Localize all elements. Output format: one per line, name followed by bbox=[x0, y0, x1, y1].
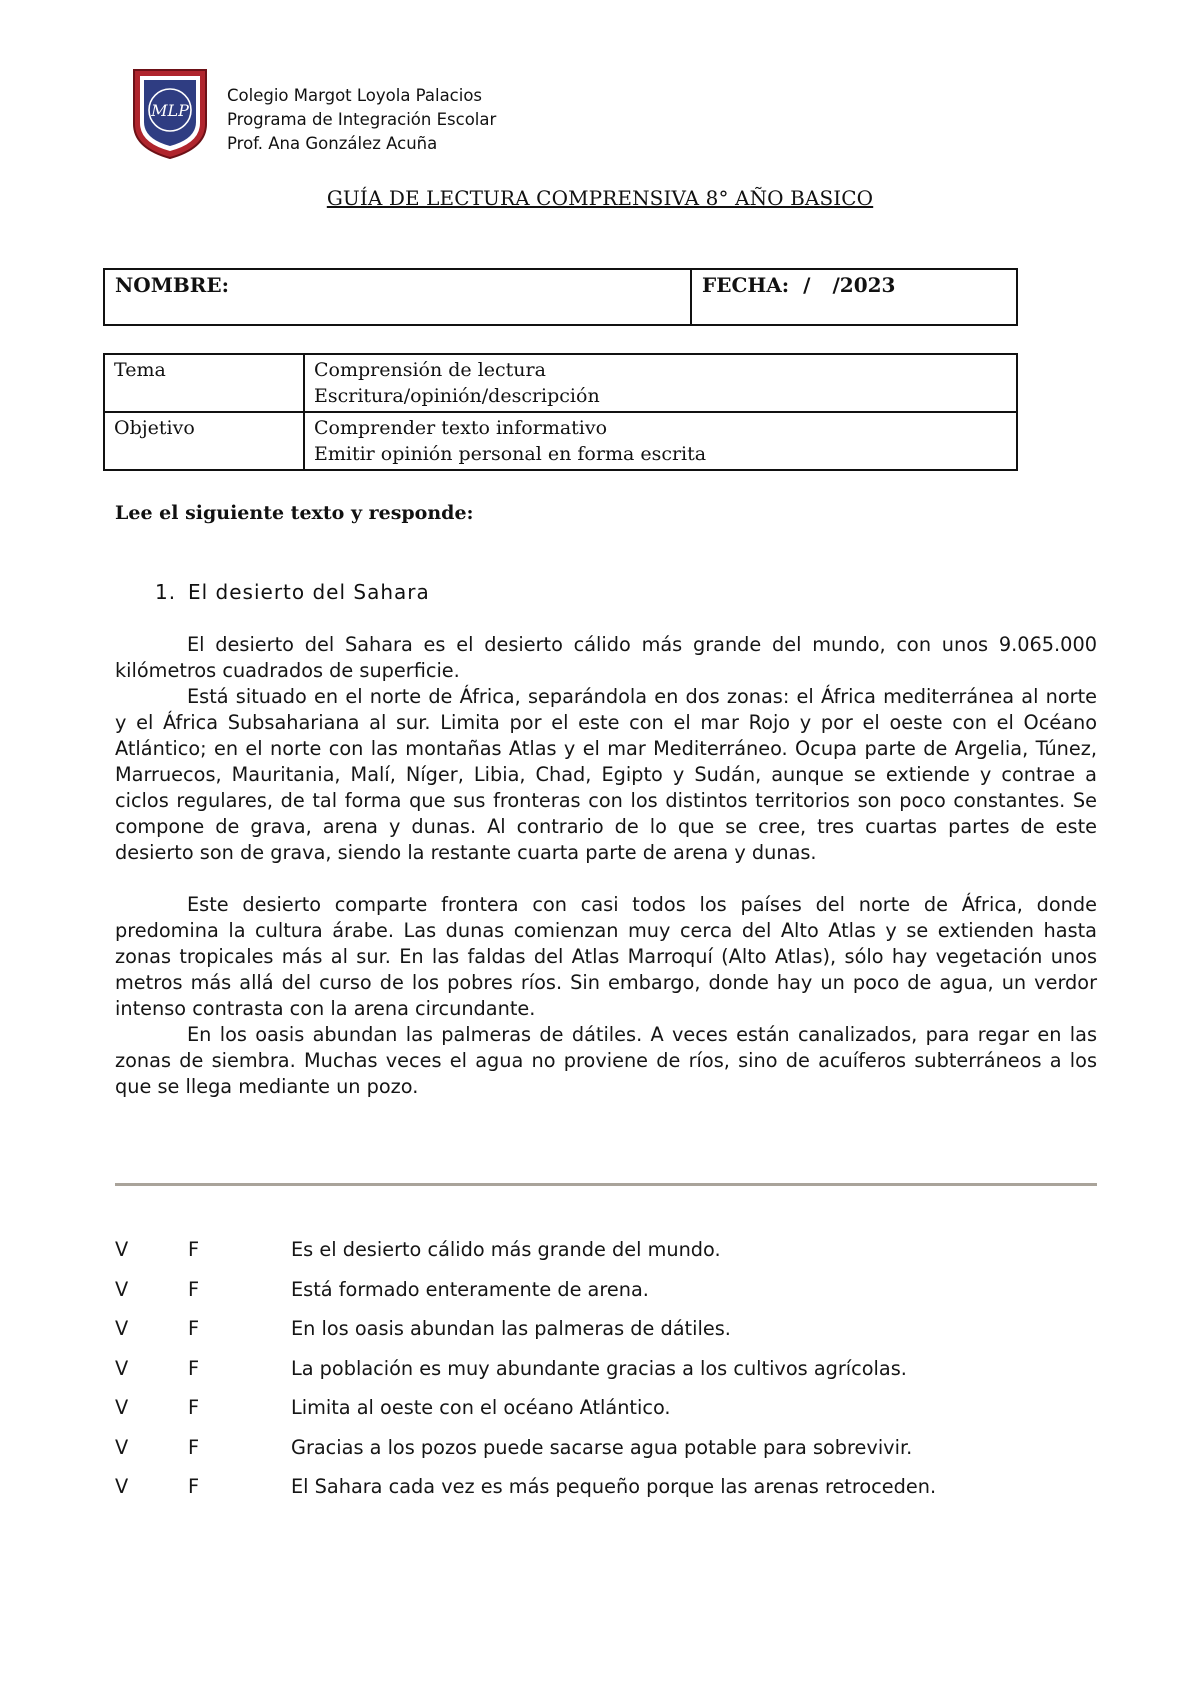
statement: La población es muy abundante gracias a los cultivos agrícolas. bbox=[291, 1356, 907, 1380]
date-cell[interactable] bbox=[692, 270, 1016, 324]
table-row bbox=[104, 412, 1017, 470]
true-option[interactable]: V bbox=[115, 1435, 129, 1459]
reading-text bbox=[115, 632, 1097, 1100]
true-false-list bbox=[115, 1238, 1100, 1515]
date-label: FECHA: bbox=[702, 273, 790, 297]
row-content bbox=[304, 412, 1017, 470]
section-number: 1. bbox=[155, 580, 177, 604]
list-item bbox=[115, 1396, 1100, 1436]
section-heading bbox=[155, 580, 430, 604]
true-option[interactable]: V bbox=[115, 1238, 129, 1261]
school-name: Colegio Margot Loyola Palacios bbox=[227, 86, 483, 105]
row-label: Tema bbox=[104, 354, 304, 412]
list-item bbox=[115, 1238, 1100, 1278]
statement: Gracias a los pozos puede sacarse agua potable para sobrevivir. bbox=[291, 1435, 913, 1459]
row-line: Escritura/opinión/descripción bbox=[314, 385, 600, 407]
instruction: Lee el siguiente texto y responde: bbox=[115, 502, 474, 524]
true-option[interactable]: V bbox=[115, 1356, 129, 1380]
list-item bbox=[115, 1475, 1100, 1515]
table-row bbox=[104, 354, 1017, 412]
teacher-name: Prof. Ana González Acuña bbox=[227, 134, 438, 153]
false-option[interactable]: F bbox=[188, 1277, 200, 1301]
row-label: Objetivo bbox=[104, 412, 304, 470]
row-content bbox=[304, 354, 1017, 412]
false-option[interactable]: F bbox=[188, 1238, 200, 1261]
school-info bbox=[227, 84, 496, 156]
paragraph: El desierto del Sahara es el desierto cálido más grande del mundo, con unos 9.065.000 kilómetros cuadrados de superficie. bbox=[115, 633, 1097, 682]
date-slash: / bbox=[803, 273, 811, 297]
list-item bbox=[115, 1436, 1100, 1476]
false-option[interactable]: F bbox=[188, 1356, 200, 1380]
student-info-table bbox=[103, 268, 1018, 326]
svg-text:MLP: MLP bbox=[151, 101, 189, 120]
topic-objective-table bbox=[103, 353, 1018, 471]
false-option[interactable]: F bbox=[188, 1396, 200, 1419]
statement: En los oasis abundan las palmeras de dátiles. bbox=[291, 1317, 731, 1340]
row-line: Comprender texto informativo bbox=[314, 417, 608, 439]
paragraph: Está situado en el norte de África, separándola en dos zonas: el África mediterránea al norte y el África Subsahariana al sur. Limita por el este con el mar Rojo y por el oeste con el Océano Atlántico; en el norte con las montañas Atlas y el mar Mediterráneo. Ocupa parte de Argelia, Túnez, Marruecos, Mauritania, Malí, Níger, Libia, Chad, Egipto y Sudán, aunque se extiende y contrae a ciclos regulares, de tal forma que sus fronteras con los distintos territorios son poco constantes. Se compone de grava, arena y dunas. Al contrario de lo que se cree, tres cuartas partes de este desierto son de grava, siendo la restante cuarta parte de arena y dunas. bbox=[115, 685, 1097, 864]
false-option[interactable]: F bbox=[188, 1475, 200, 1498]
statement: Es el desierto cálido más grande del mundo. bbox=[291, 1238, 721, 1261]
row-line: Comprensión de lectura bbox=[314, 359, 546, 381]
name-cell[interactable] bbox=[105, 270, 692, 324]
page-title: GUÍA DE LECTURA COMPRENSIVA 8° AÑO BASICO bbox=[326, 186, 874, 210]
false-option[interactable]: F bbox=[188, 1317, 200, 1340]
row-line: Emitir opinión personal en forma escrita bbox=[314, 443, 707, 465]
program-name: Programa de Integración Escolar bbox=[227, 110, 497, 129]
true-option[interactable]: V bbox=[115, 1277, 129, 1301]
list-item bbox=[115, 1317, 1100, 1357]
name-label: NOMBRE: bbox=[115, 273, 229, 297]
statement: Limita al oeste con el océano Atlántico. bbox=[291, 1396, 671, 1419]
divider bbox=[115, 1183, 1097, 1186]
statement: Está formado enteramente de arena. bbox=[291, 1277, 649, 1301]
statement: El Sahara cada vez es más pequeño porque las arenas retroceden. bbox=[291, 1475, 937, 1498]
section-title: El desierto del Sahara bbox=[188, 580, 430, 604]
true-option[interactable]: V bbox=[115, 1317, 129, 1340]
school-logo bbox=[130, 66, 210, 160]
list-item bbox=[115, 1357, 1100, 1397]
paragraph: Este desierto comparte frontera con casi todos los países del norte de África, donde predomina la cultura árabe. Las dunas comienzan muy cerca del Alto Atlas y se extienden hasta zonas tropicales más al sur. En las faldas del Atlas Marroquí (Alto Atlas), sólo hay vegetación unos metros más allá del curso de los pobres ríos. Sin embargo, donde hay un poco de agua, un verdor intenso contrasta con la arena circundante. bbox=[115, 893, 1097, 1020]
list-item bbox=[115, 1278, 1100, 1318]
true-option[interactable]: V bbox=[115, 1475, 129, 1498]
true-option[interactable]: V bbox=[115, 1396, 129, 1419]
false-option[interactable]: F bbox=[188, 1435, 200, 1459]
date-year: /2023 bbox=[832, 273, 896, 297]
paragraph: En los oasis abundan las palmeras de dátiles. A veces están canalizados, para regar en las zonas de siembra. Muchas veces el agua no proviene de ríos, sino de acuíferos subterráneos a los que se llega mediante un pozo. bbox=[115, 1023, 1097, 1098]
